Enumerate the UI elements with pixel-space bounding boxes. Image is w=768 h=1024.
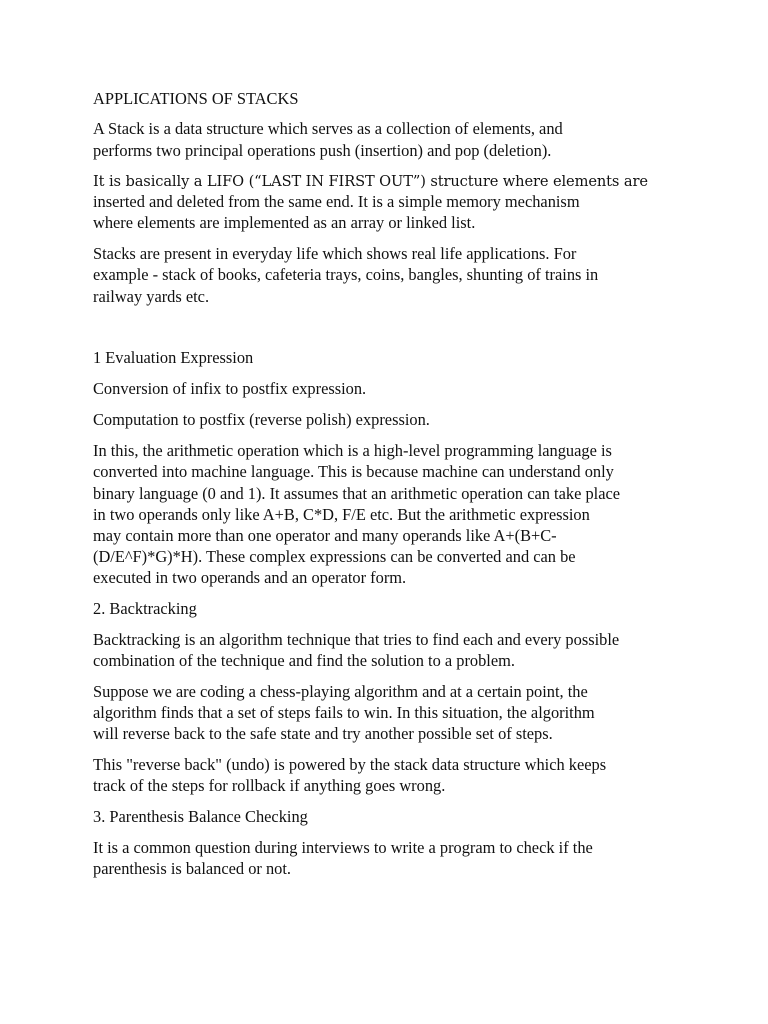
section-3-paragraph-1-line-1: It is a common question during interviews to write a program to check if the bbox=[93, 838, 593, 857]
intro-paragraph-3-line-1: Stacks are present in everyday life which shows real life applications. For bbox=[93, 244, 577, 263]
section-1-paragraph-3-line-7: executed in two operands and an operator form. bbox=[93, 568, 407, 587]
section-1-paragraph-3-line-1: In this, the arithmetic operation which is a high-level programming language is bbox=[93, 441, 612, 460]
section-1-heading: 1 Evaluation Expression bbox=[93, 348, 254, 367]
section-3-paragraph-1-line-2: parenthesis is balanced or not. bbox=[93, 859, 291, 878]
section-2-paragraph-3-line-2: track of the steps for rollback if anything goes wrong. bbox=[93, 776, 446, 795]
section-1-paragraph-3-line-5: may contain more than one operator and many operands like A+(B+C- bbox=[93, 526, 557, 545]
section-2-paragraph-3-line-1: This "reverse back" (undo) is powered by the stack data structure which keeps bbox=[93, 755, 607, 774]
intro-paragraph-1-line-1: A Stack is a data structure which serves as a collection of elements, and bbox=[93, 119, 563, 138]
section-1-paragraph-2: Computation to postfix (reverse polish) expression. bbox=[93, 410, 430, 429]
section-2-paragraph-1-line-1: Backtracking is an algorithm technique that tries to find each and every possible bbox=[93, 630, 620, 649]
intro-paragraph-2-line-3: where elements are implemented as an array or linked list. bbox=[93, 213, 476, 232]
section-1-paragraph-3-line-4: in two operands only like A+B, C*D, F/E etc. But the arithmetic expression bbox=[93, 505, 590, 524]
section-2-paragraph-2-line-1: Suppose we are coding a chess-playing algorithm and at a certain point, the bbox=[93, 682, 588, 701]
intro-paragraph-1-line-2: performs two principal operations push (insertion) and pop (deletion). bbox=[93, 141, 552, 160]
section-2-paragraph-2-line-3: will reverse back to the safe state and try another possible set of steps. bbox=[93, 724, 553, 743]
section-1-paragraph-3-line-2: converted into machine language. This is because machine can understand only bbox=[93, 462, 614, 481]
section-1-paragraph-3-line-3: binary language (0 and 1). It assumes that an arithmetic operation can take place bbox=[93, 484, 621, 503]
section-1-paragraph-1: Conversion of infix to postfix expression. bbox=[93, 379, 367, 398]
section-2-paragraph-1-line-2: combination of the technique and find the solution to a problem. bbox=[93, 651, 515, 670]
section-3-heading: 3. Parenthesis Balance Checking bbox=[93, 807, 308, 826]
document-title: APPLICATIONS OF STACKS bbox=[93, 89, 299, 108]
intro-paragraph-3-line-2: example - stack of books, cafeteria trays, coins, bangles, shunting of trains in bbox=[93, 265, 599, 284]
section-1-paragraph-3-line-6: (D/E^F)*G)*H). These complex expressions can be converted and can be bbox=[93, 547, 576, 566]
intro-paragraph-2-line-2: inserted and deleted from the same end. It is a simple memory mechanism bbox=[93, 192, 580, 211]
section-2-heading: 2. Backtracking bbox=[93, 599, 197, 618]
intro-paragraph-3-line-3: railway yards etc. bbox=[93, 287, 210, 306]
section-2-paragraph-2-line-2: algorithm finds that a set of steps fails to win. In this situation, the algorithm bbox=[93, 703, 595, 722]
intro-paragraph-2-line-1: It is basically a LIFO (“LAST IN FIRST OUT”) structure where elements are bbox=[93, 173, 648, 190]
